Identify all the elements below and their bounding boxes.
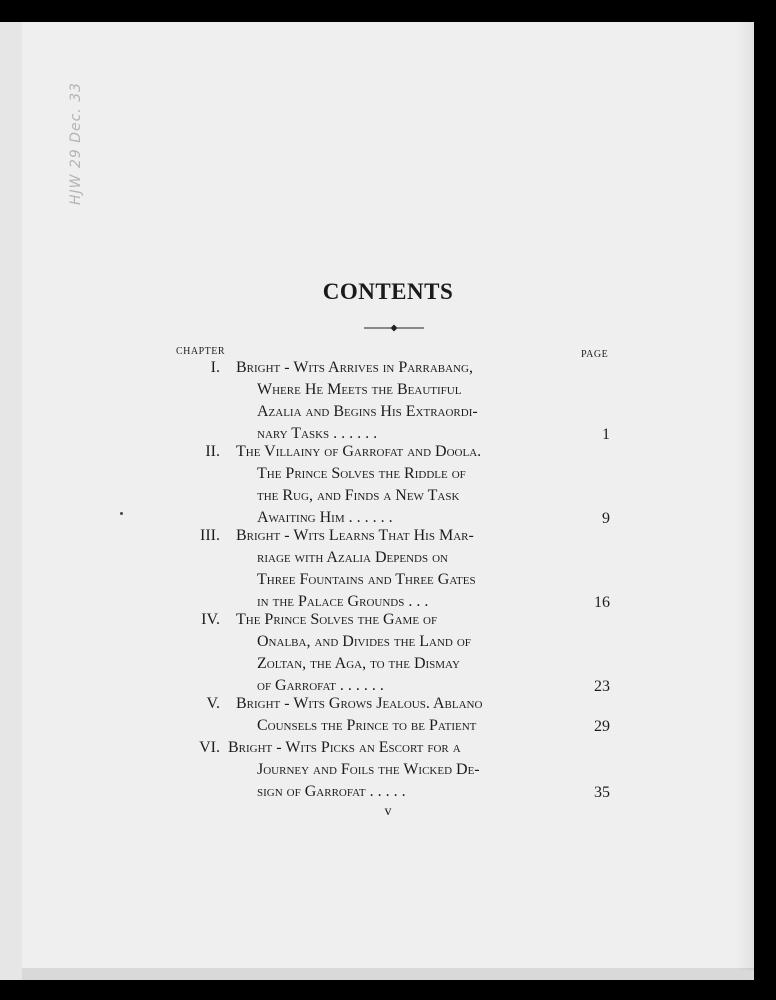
page-number: 23 (594, 678, 610, 695)
page-folio: v (384, 804, 392, 819)
entry-line: the Rug, and Finds a New Task (257, 487, 460, 504)
page-number: 16 (594, 594, 610, 611)
chapter-number: II. (205, 443, 220, 460)
entry-line: nary Tasks . . . . . . (257, 425, 378, 442)
entry-line: Three Fountains and Three Gates (257, 571, 476, 588)
chapter-number: VI. (199, 739, 220, 756)
entry-line: of Garrofat . . . . . . (257, 677, 384, 694)
entry-line: Bright - Wits Picks an Escort for a (228, 739, 461, 756)
page-shadow (735, 22, 754, 970)
page-number: 1 (602, 426, 610, 443)
stray-mark (120, 512, 123, 515)
entry-line: Azalia and Begins His Extraordi- (257, 403, 478, 420)
entry-line: The Villainy of Garrofat and Doola. (236, 443, 482, 460)
page-number: 9 (602, 510, 610, 527)
entry-line: Bright - Wits Grows Jealous. Ablano (236, 695, 483, 712)
chapter-column-header: CHAPTER (176, 346, 226, 357)
entry-line: sign of Garrofat . . . . . (257, 783, 406, 800)
chapter-number: V. (206, 695, 220, 712)
title-ornament (364, 322, 424, 334)
chapter-number: III. (200, 527, 220, 544)
page-bottom-edge (22, 968, 754, 980)
entry-line: The Prince Solves the Riddle of (257, 465, 466, 482)
entry-line: Journey and Foils the Wicked De- (257, 761, 480, 778)
facing-page-edge (0, 22, 22, 980)
entry-line: The Prince Solves the Game of (236, 611, 438, 628)
entry-line: Where He Meets the Beautiful (257, 381, 462, 398)
entry-line: riage with Azalia Depends on (257, 549, 448, 566)
entry-line: Bright - Wits Arrives in Parrabang, (236, 359, 473, 376)
page-number: 35 (594, 784, 610, 801)
entry-line: Counsels the Prince to be Patient (257, 717, 477, 734)
handwritten-annotation: HJW 29 Dec. 33 (68, 81, 84, 205)
entry-line: Awaiting Him . . . . . . (257, 509, 393, 526)
page-column-header: PAGE (581, 349, 609, 360)
entry-line: in the Palace Grounds . . . (257, 593, 429, 610)
chapter-number: IV. (201, 611, 220, 628)
chapter-number: I. (210, 359, 220, 376)
entry-line: Onalba, and Divides the Land of (257, 633, 471, 650)
page-number: 29 (594, 718, 610, 735)
page-title: CONTENTS (322, 279, 454, 304)
entry-line: Bright - Wits Learns That His Mar- (236, 527, 474, 544)
entry-line: Zoltan, the Aga, to the Dismay (257, 655, 460, 672)
